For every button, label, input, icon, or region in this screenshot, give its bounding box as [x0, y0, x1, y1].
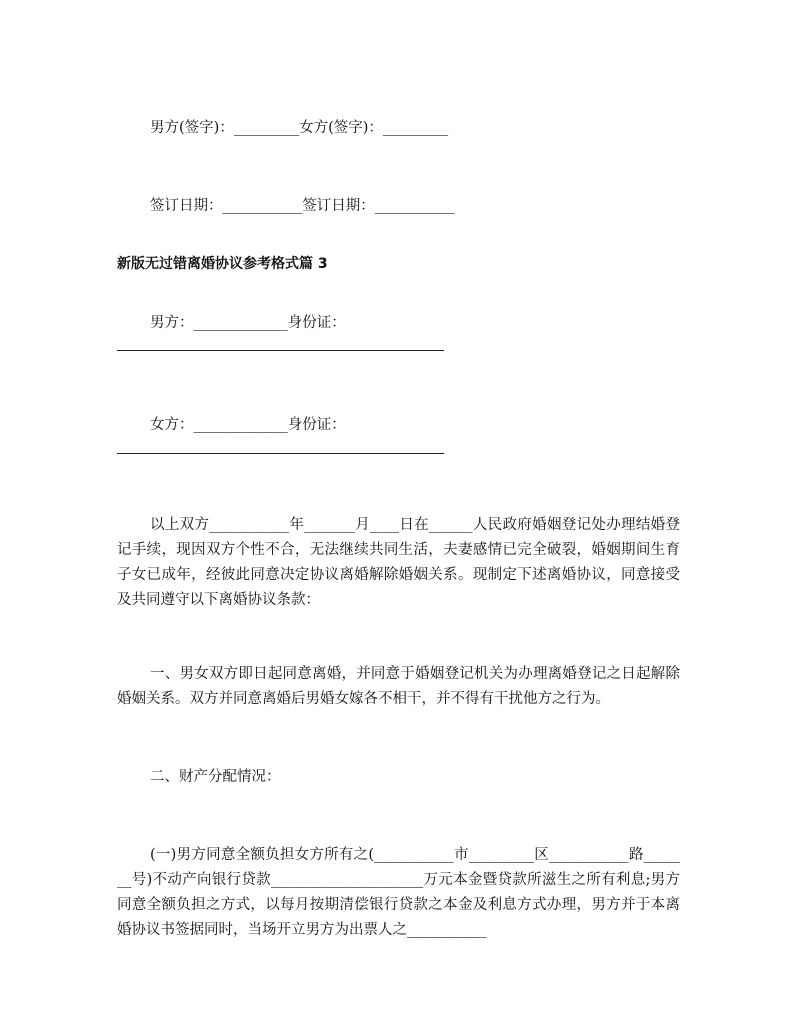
female-id-underline [117, 453, 444, 454]
section-heading: 新版无过错离婚协议参考格式篇 3 [117, 256, 328, 272]
clause-one-paragraph: 一、男女双方即日起同意离婚，并同意于婚姻登记机关为办理离婚登记之日起解除婚姻关系。双方并同意离婚后男婚女嫁各不相干，并不得有干扰他方之行为。 [117, 666, 680, 707]
signature-line-dates: 签订日期：___________签订日期：___________ [150, 198, 455, 214]
male-id-underline [117, 350, 444, 351]
clause-two-heading: 二、财产分配情况： [150, 769, 281, 785]
male-party-line: 男方：_____________身份证： [150, 315, 346, 331]
intro-paragraph: 以上双方___________年_______月____日在______人民政府婚姻登记处办理结婚登记手续，现因双方个性不合，无法继续共同生活，夫妻感情已完全破裂，婚姻期间生育子女已成年，经彼此同意决定协议离婚解除婚姻关系。现制定下述离婚协议，同意接受及共同遵守以下离婚协议条款： [117, 517, 680, 608]
female-party-line: 女方：_____________身份证： [150, 417, 346, 433]
clause-two-item-one: (一)男方同意全额负担女方所有之(___________市_________区___________路_______号)不动产向银行贷款_____________________万元本金暨贷款所滋生之所有利息;男方同意全额负担之方式，以每月按期清偿银行贷款之本金及利息方式办理，男方并于本离婚协议书签据同时，当场开立男方为出票人之___________ [117, 847, 680, 938]
signature-line-parties: 男方(签字)：_________女方(签字)：_________ [150, 120, 449, 136]
